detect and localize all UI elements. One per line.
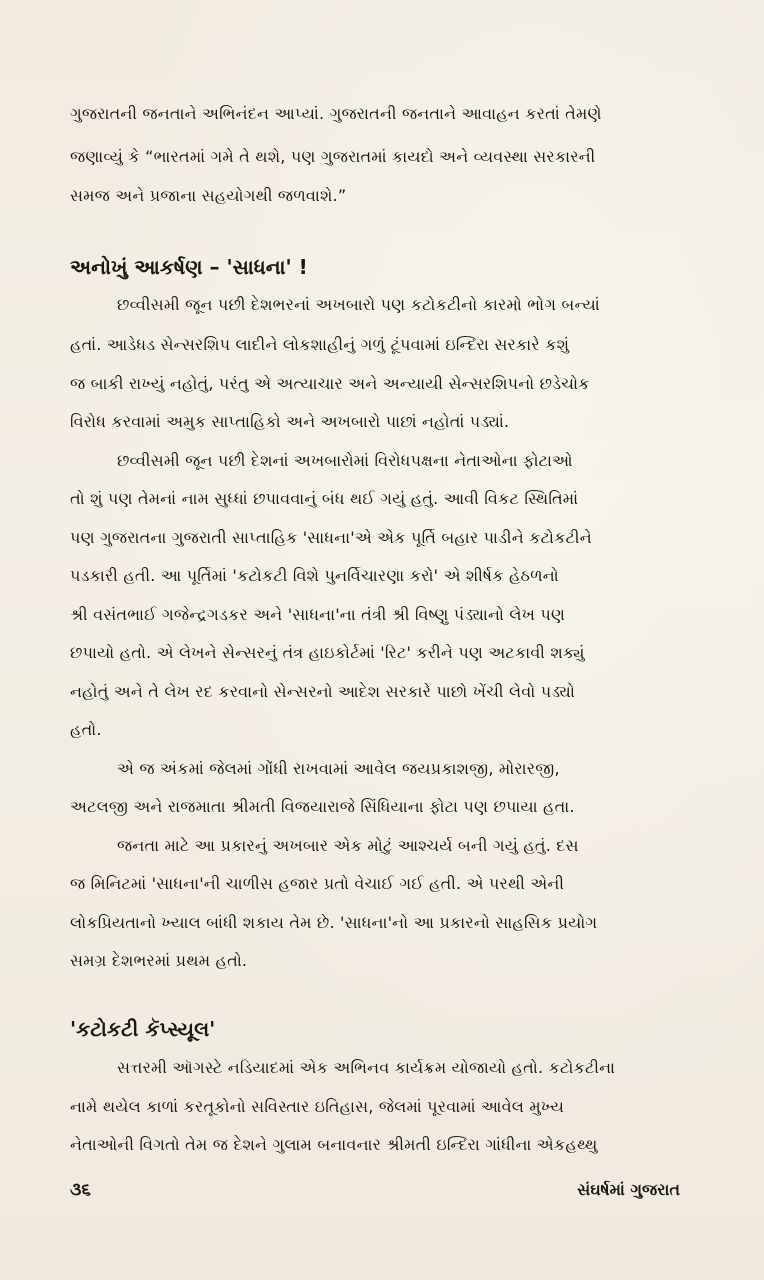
text-line: પણ ગુજરાતના ગુજરાતી સાપ્તાહિક 'સાધના'એ એક પૂર્તિ બહાર પાડીને કટોકટીને [70,528,592,547]
text-line: અટલજી અને રાજમાતા શ્રીમતી વિજયારાજે સિંધિયાના ફોટા પણ છપાયા હતા. [70,797,575,816]
running-footer-title: સંઘર્ષમાં ગુજરાત [577,1180,680,1199]
text-line: જ બાકી રાખ્યું નહોતું, પરંતુ એ અત્યાચાર અને અન્યાયી સેન્સરશિપનો છડેચોક [70,374,590,393]
text-line: નામે થયેલ કાળાં કરતૂકોનો સવિસ્તાર ઇતિહાસ, જેલમાં પૂરવામાં આવેલ મુખ્ય [70,1097,565,1116]
text-line: જનતા માટે આ પ્રકારનું અખબાર એક મોટું આશ્ચર્ય બની ગયું હતું. દસ [117,836,579,855]
text-line: સમજ અને પ્રજાના સહયોગથી જળવાશે.” [70,186,347,205]
text-line: જણાવ્યું કે “ભારતમાં ગમે તે થશે, પણ ગુજરાતમાં કાયદો અને વ્યવસ્થા સરકારની [70,147,596,166]
section-heading: અનોખું આકર્ષણ – 'સાધના' ! [70,255,308,279]
text-line: એ જ અંકમાં જેલમાં ગોંધી રાખવામાં આવેલ જયપ્રકાશજી, મોરારજી, [117,759,560,778]
text-line: લોકપ્રિયતાનો ખ્યાલ બાંધી શકાય તેમ છે. 'સાધના'નો આ પ્રકારનો સાહસિક પ્રયોગ [70,913,598,932]
text-line: વિરોધ કરવામાં અમુક સાપ્તાહિકો અને અખબારો પાછાં નહોતાં પડ્યાં. [70,412,510,431]
text-line: તો શું પણ તેમનાં નામ સુધ્ધાં છપાવવાનું બંધ થઈ ગયું હતું. આવી વિકટ સ્થિતિમાં [70,489,579,508]
text-line: પડકારી હતી. આ પૂર્તિમાં 'કટોકટી વિશે પુનર્વિચારણા કરો' એ શીર્ષક હેઠળનો [70,566,559,585]
text-line: સમગ્ર દેશભરમાં પ્રથમ હતો. [70,951,248,970]
text-line: જ મિનિટમાં 'સાધના'ની ચાળીસ હજાર પ્રતો વેચાઈ ગઈ હતી. એ પરથી એની [70,874,565,893]
section-heading: 'કટોકટી કૅપ્સ્યૂલ' [70,1017,216,1041]
text-line: નહોતું અને તે લેખ રદ કરવાનો સેન્સરનો આદેશ સરકારે પાછો ખેંચી લેવો પડ્યો [70,682,576,701]
text-line: છવ્વીસમી જૂન પછી દેશનાં અખબારોમાં વિરોધપક્ષના નેતાઓના ફોટાઓ [117,451,573,470]
text-line: નેતાઓની વિગતો તેમ જ દેશને ગુલામ બનાવનાર શ્રીમતી ઇન્દિરા ગાંધીના એકહથ્થુ [70,1135,598,1154]
text-line: છવ્વીસમી જૂન પછી દેશભરનાં અખબારો પણ કટોકટીનો કારમો ભોગ બન્યાં [117,295,600,314]
text-line: ગુજરાતની જનતાને અભિનંદન આપ્યાં. ગુજરાતની જનતાને આવાહન કરતાં તેમણે [70,104,602,123]
text-line: સત્તરમી ઑગસ્ટે નડિયાદમાં એક અભિનવ કાર્યક્રમ યોજાયો હતો. કટોકટીના [117,1058,616,1077]
page-number: ૩૬ [70,1180,91,1200]
text-line: હતો. [70,720,102,739]
text-line: શ્રી વસંતભાઈ ગજેન્દ્રગડકર અને 'સાધના'ના તંત્રી શ્રી વિષ્ણુ પંડ્યાનો લેખ પણ [70,605,566,624]
text-line: છપાયો હતો. એ લેખને સેન્સરનું તંત્ર હાઇકોર્ટમાં 'રિટ' કરીને પણ અટકાવી શક્યું [70,643,585,662]
text-line: હતાં. આડેધડ સેન્સરશિપ લાદીને લોકશાહીનું ગળું ટૂંપવામાં ઇન્દિરા સરકારે કશું [70,335,570,354]
